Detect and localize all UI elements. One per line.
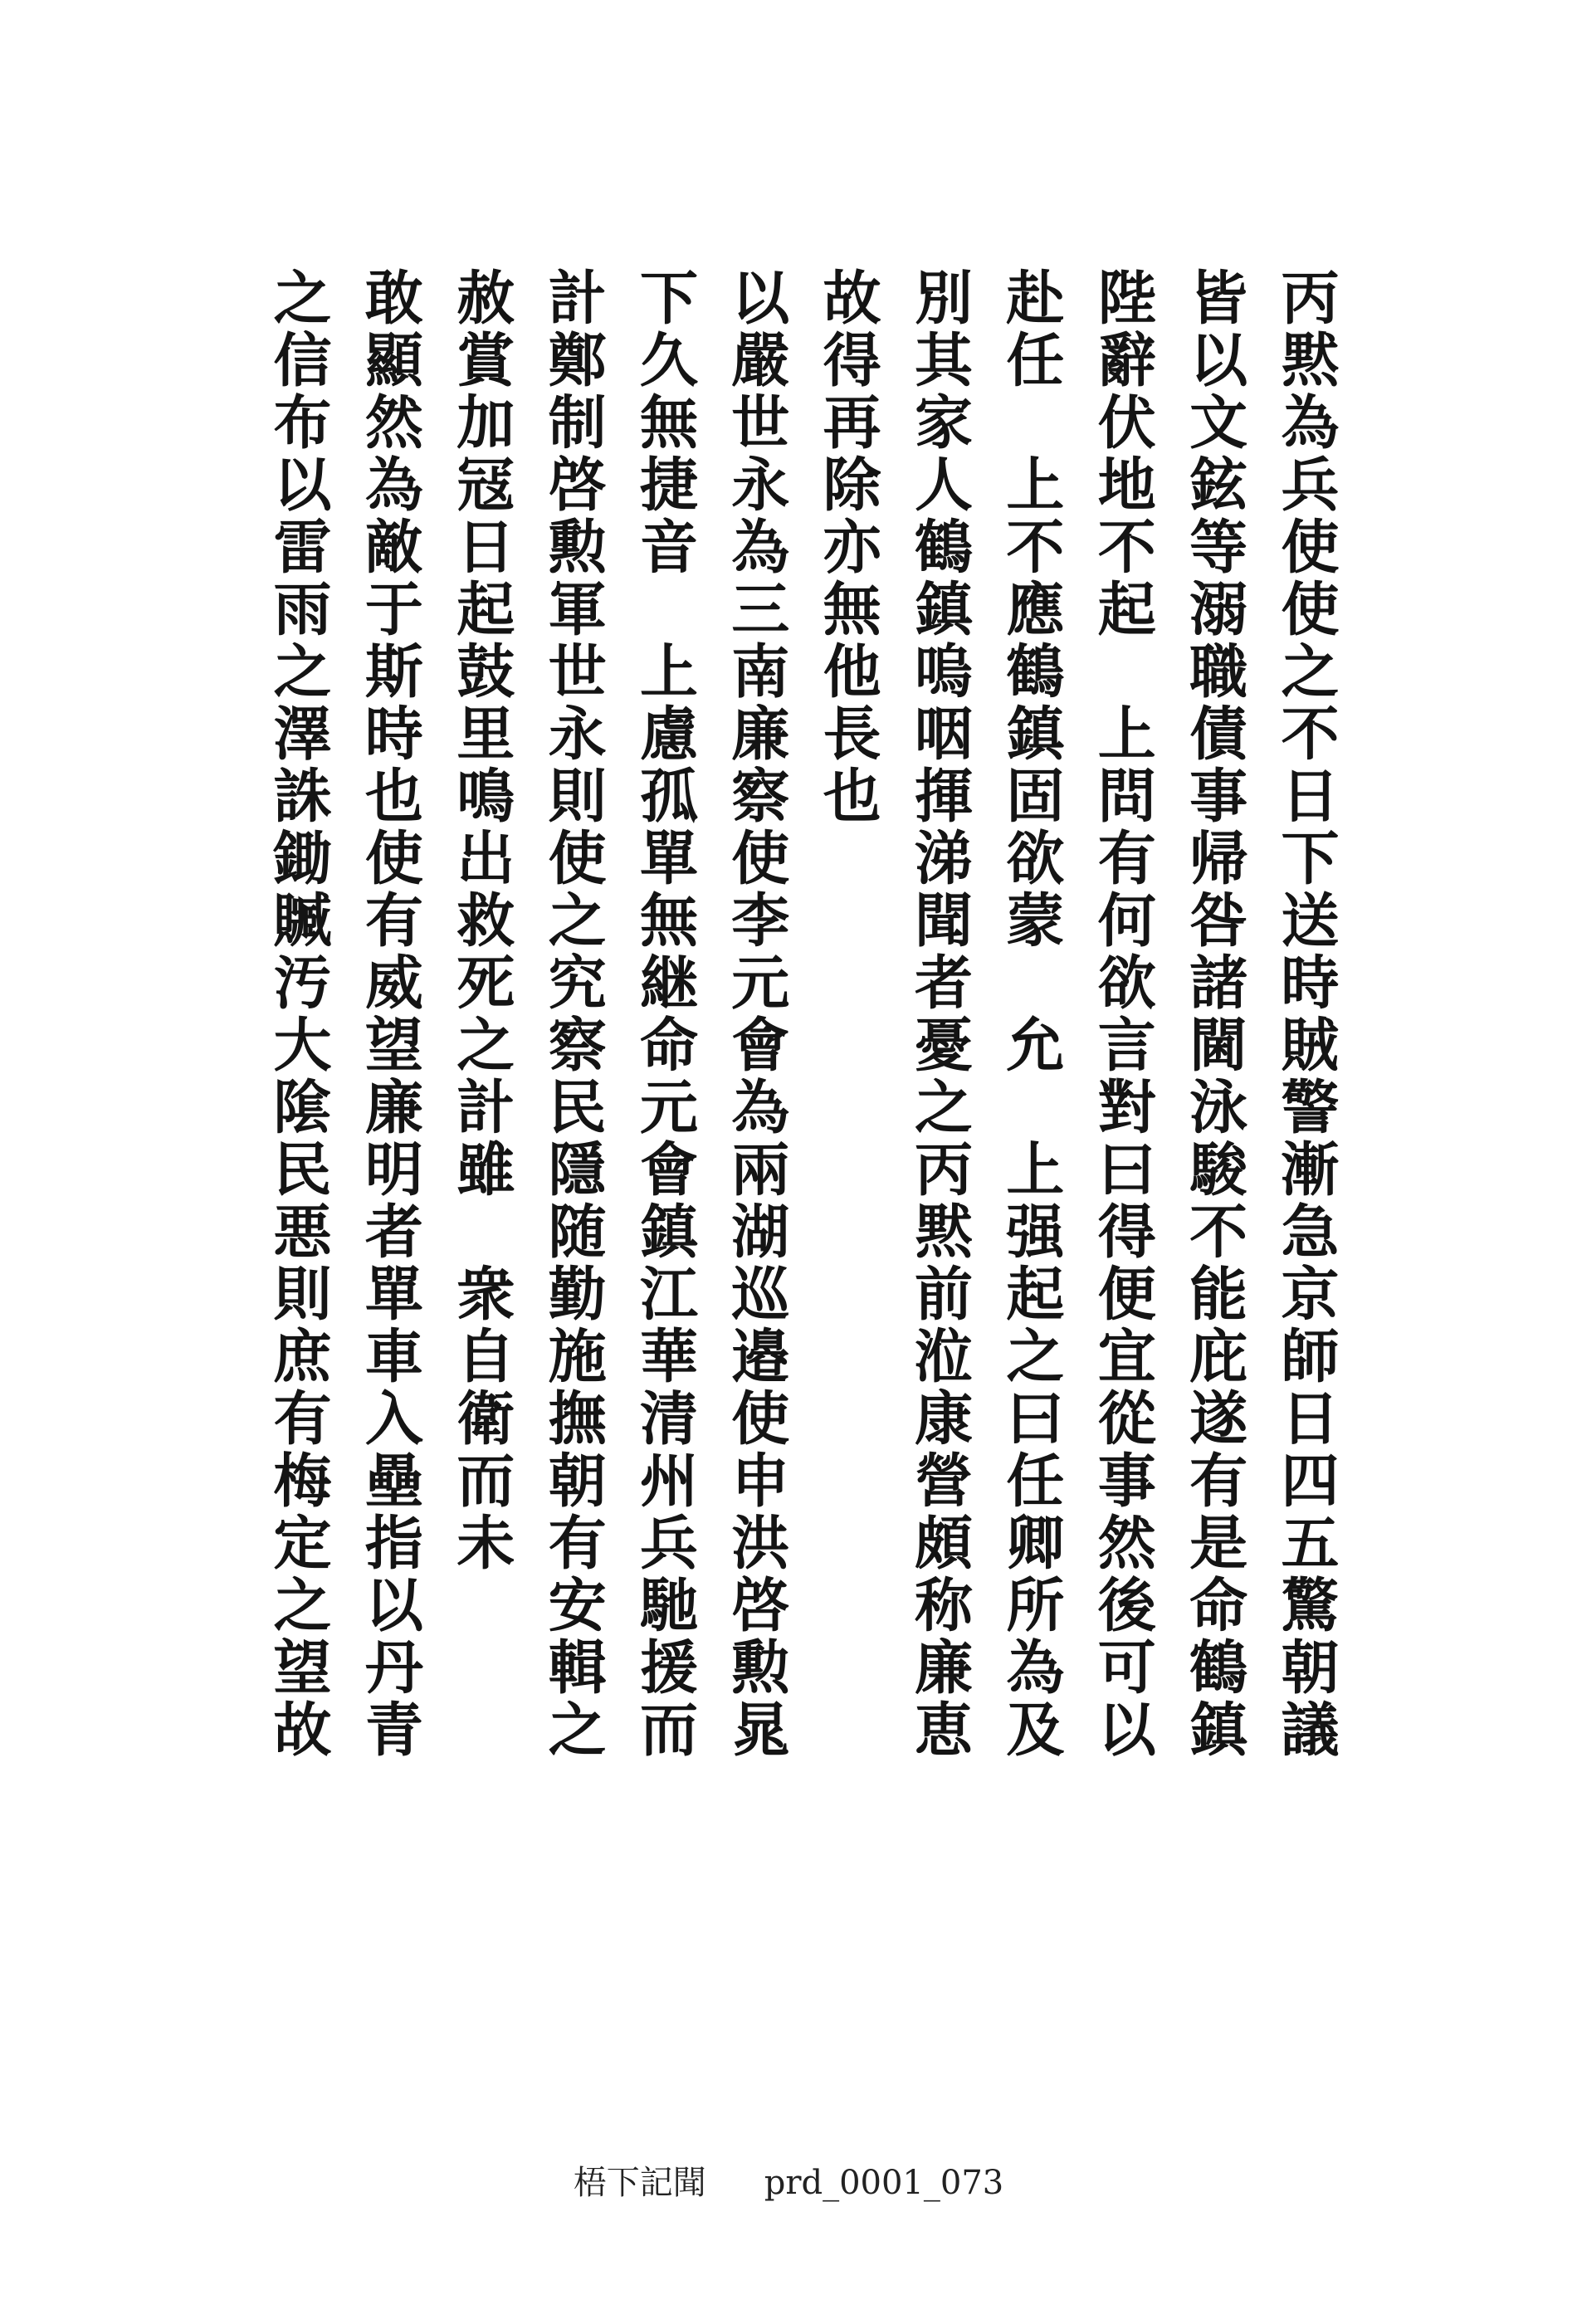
- text-column-10: 赦賞加冦日起鼓里鳴出救死之計雖 衆自衛而未: [447, 267, 516, 1575]
- manuscript-text-block: [264, 267, 1340, 1844]
- text-column-9: 計鄭制啓勲軍世永則使之究察民隱随勤施撫朝有安輯之: [539, 267, 608, 1761]
- page-footer: [0, 2156, 1577, 2204]
- text-column-11: 敢顯然為敵于斯時也使有威望廉明者單車入壘指以丹青: [355, 267, 425, 1761]
- text-column-6: 故得再除亦無他長也: [813, 267, 883, 828]
- text-column-3: 陛辭伏地不起 上問有何欲言對曰得便宜從事然後可以: [1088, 267, 1158, 1761]
- text-column-1: 丙黙為兵使使之不日下送時賊警漸急京師日四五驚朝議: [1271, 267, 1340, 1761]
- page-id: prd_0001_073: [764, 2164, 1004, 2202]
- book-title: 梧下記聞: [573, 2164, 706, 2202]
- text-column-2: 皆以文鉉等溺職債事帰咎諸閫泳駿不能庇遂有是命鶴鎮: [1179, 267, 1249, 1761]
- text-column-4: 赴任 上不應鶴鎮固欲蒙 允 上强起之曰任卿所為及: [996, 267, 1066, 1761]
- text-column-8: 下久無捷音 上慮孤單無継命元會鎮江華清州兵馳援而: [630, 267, 700, 1761]
- text-column-12: 之信布以雷雨之澤誅鋤贓汚大隂民悪則庶有梅定之望故: [264, 267, 333, 1761]
- text-column-7: 以嚴世永為三南廉察使李元會為兩湖巡邉使申洪啓勲晁: [721, 267, 791, 1761]
- text-column-5: 別其家人鶴鎮嗚咽揮涕聞者憂之丙黙前涖康營頗称廉恵: [905, 267, 974, 1761]
